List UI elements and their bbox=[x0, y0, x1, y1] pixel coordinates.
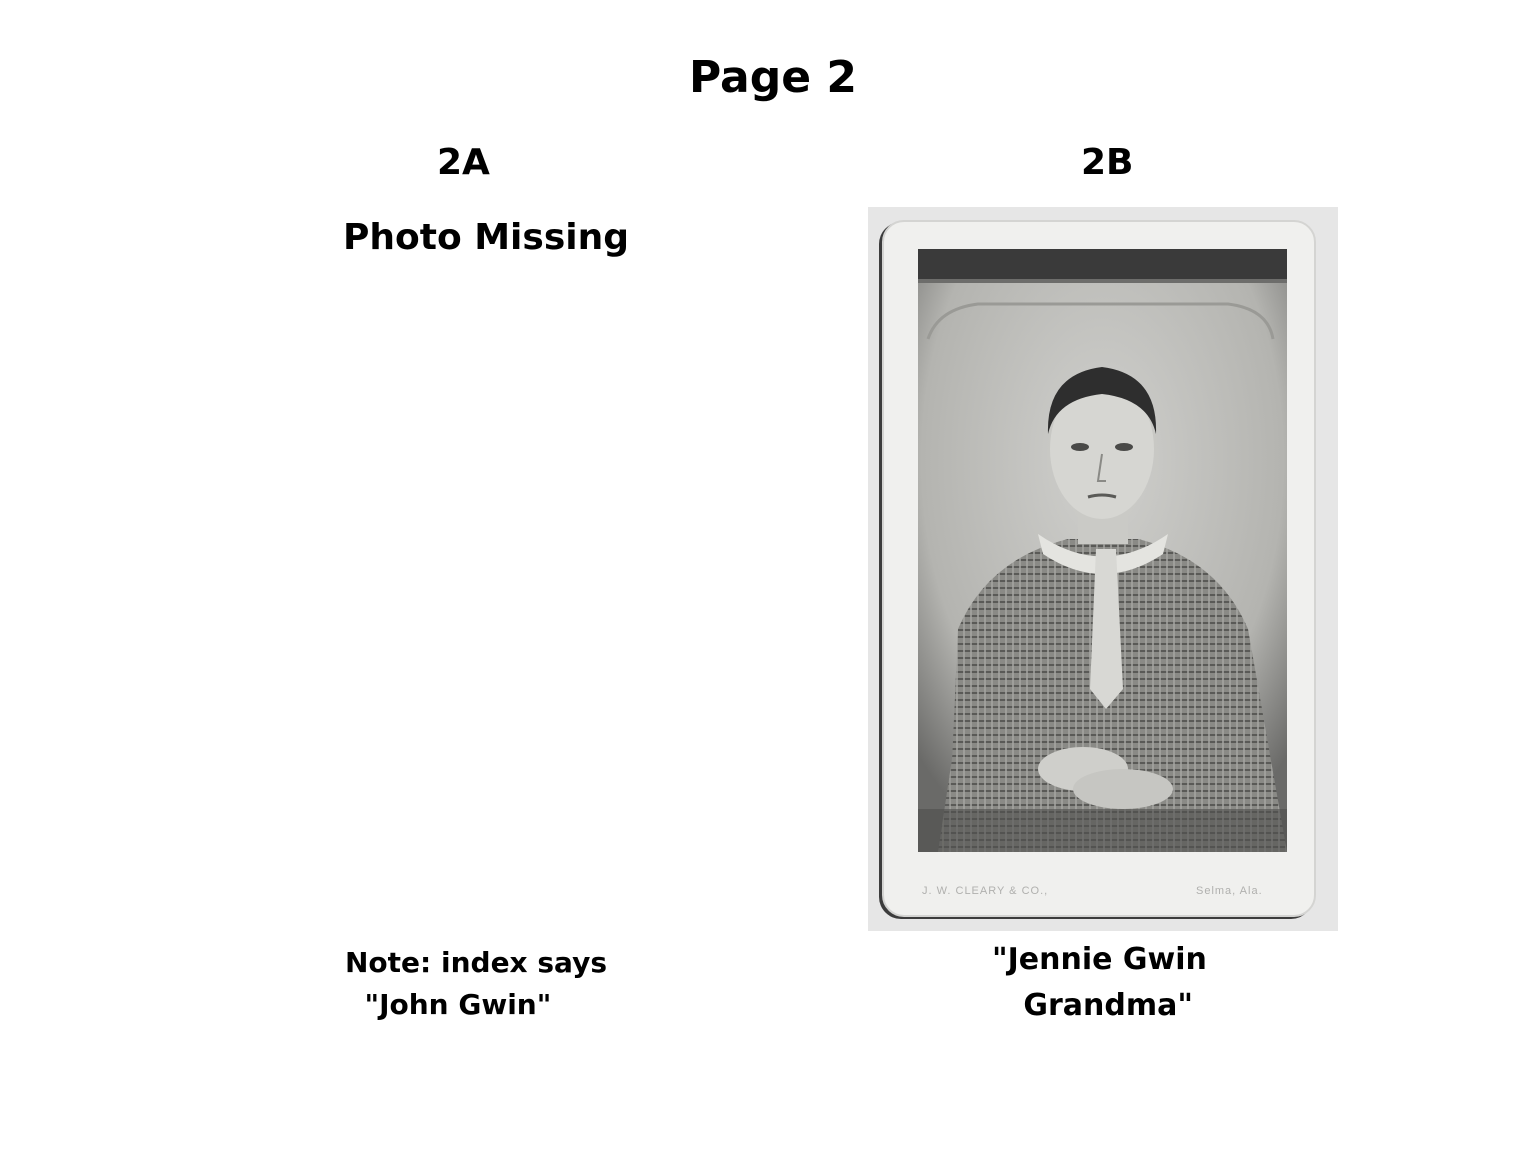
studio-imprint: J. W. CLEARY & CO., bbox=[922, 885, 1049, 897]
location-imprint: Selma, Ala. bbox=[1196, 885, 1263, 897]
label-2a: 2A bbox=[437, 142, 490, 183]
portrait-woman-icon bbox=[918, 249, 1287, 852]
photo-caption bbox=[992, 937, 1207, 1029]
caption-line-2: Grandma" bbox=[992, 988, 1193, 1023]
label-2b: 2B bbox=[1081, 142, 1134, 183]
note-line-1: Note: index says bbox=[345, 946, 607, 979]
photo-missing-text: Photo Missing bbox=[343, 217, 629, 258]
portrait-image bbox=[918, 249, 1287, 852]
caption-line-1: "Jennie Gwin bbox=[992, 942, 1207, 977]
note-line-2: "John Gwin" bbox=[345, 988, 552, 1021]
carte-de-visite-card bbox=[882, 220, 1316, 917]
note-text bbox=[345, 942, 607, 1026]
page-title: Page 2 bbox=[688, 52, 858, 103]
